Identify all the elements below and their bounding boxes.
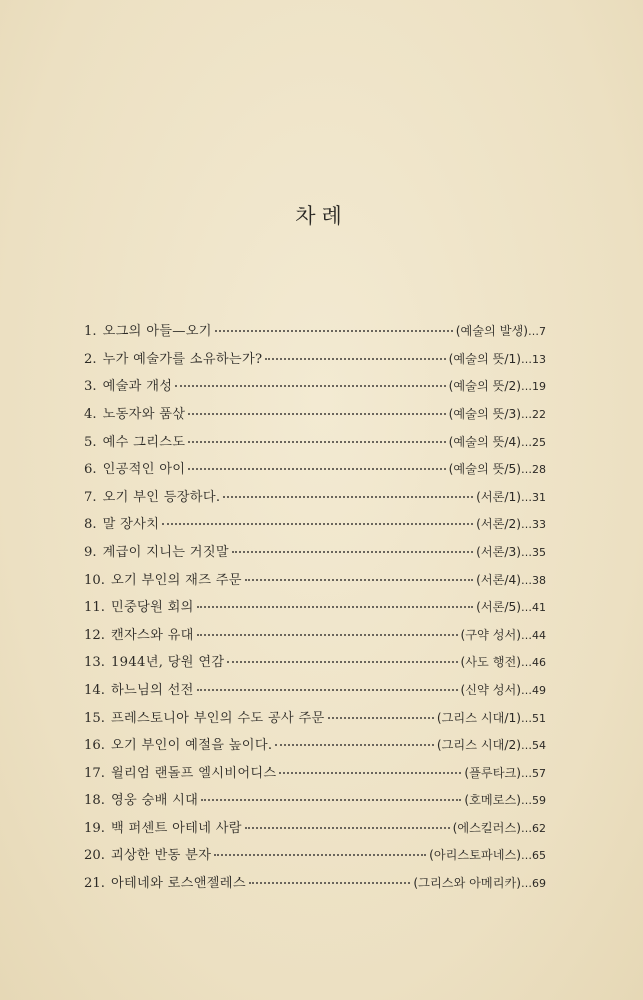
toc-entry-number: 2. <box>84 351 97 367</box>
toc-entry-page: … 7 <box>528 325 546 338</box>
toc-entry-page: … 65 <box>521 849 546 862</box>
toc-entry <box>84 596 546 624</box>
toc-entry-number: 11. <box>84 600 105 616</box>
toc-entry-title: 프레스토니아 부인의 수도 공사 주문 <box>110 710 325 726</box>
toc-entry-number: 4. <box>84 406 97 422</box>
toc-entry <box>84 872 546 900</box>
toc-entry <box>84 513 546 541</box>
toc-entry-page: … 28 <box>521 463 546 476</box>
toc-entry-page: … 38 <box>521 574 546 587</box>
toc-entry-number: 5. <box>84 434 97 450</box>
toc-entry-title: 예수 그리스도 <box>102 434 186 450</box>
dot-leader <box>232 538 473 553</box>
toc-entry <box>84 651 546 679</box>
toc-entry-title: 영웅 숭배 시대 <box>110 793 199 809</box>
toc-entry <box>84 348 546 376</box>
table-of-contents <box>84 320 546 899</box>
toc-entry-title: 오기 부인 등장하다. <box>102 489 221 505</box>
toc-entry-source: (호메로스) <box>464 793 521 808</box>
dot-leader <box>245 814 450 829</box>
page-title: 차례 <box>295 204 348 228</box>
toc-entry-number: 20. <box>84 848 105 864</box>
toc-entry <box>84 762 546 790</box>
toc-entry <box>84 375 546 403</box>
toc-entry-number: 15. <box>84 710 105 726</box>
dot-leader <box>188 427 445 442</box>
toc-entry-source: (예술의 뜻/3) <box>448 406 521 421</box>
dot-leader <box>197 621 458 636</box>
toc-entry-page: … 69 <box>521 877 546 890</box>
toc-entry <box>84 679 546 707</box>
toc-entry-page: … 22 <box>521 408 546 421</box>
dot-leader <box>197 593 473 608</box>
dot-leader <box>275 731 434 746</box>
toc-entry-page: … 51 <box>521 712 546 725</box>
toc-entry-page: … 46 <box>521 656 546 669</box>
toc-entry-source: (아리스토파네스) <box>429 848 521 863</box>
toc-entry-page: … 62 <box>521 822 546 835</box>
toc-entry-number: 18. <box>84 793 105 809</box>
toc-entry-title: 계급이 지니는 거짓말 <box>102 544 229 560</box>
toc-entry-number: 17. <box>84 765 105 781</box>
toc-entry <box>84 403 546 431</box>
toc-entry-number: 12. <box>84 627 105 643</box>
dot-leader <box>227 648 457 663</box>
toc-entry <box>84 844 546 872</box>
toc-entry-page: … 57 <box>521 767 546 780</box>
toc-entry-title: 캔자스와 유대 <box>110 627 194 643</box>
dot-leader <box>162 510 473 525</box>
toc-entry-title: 하느님의 선전 <box>110 682 194 698</box>
toc-entry-title: 오기 부인의 재즈 주문 <box>110 572 242 588</box>
toc-entry-number: 21. <box>84 876 105 892</box>
toc-entry-source: (서론/3) <box>476 544 521 559</box>
toc-entry-number: 7. <box>84 489 97 505</box>
toc-entry <box>84 320 546 348</box>
toc-entry-source: (그리스 시대/1) <box>436 710 521 725</box>
toc-entry-source: (그리스 시대/2) <box>436 738 521 753</box>
toc-entry-page: … 44 <box>521 629 546 642</box>
dot-leader <box>175 372 445 387</box>
dot-leader <box>188 455 445 470</box>
toc-entry-page: … 19 <box>521 380 546 393</box>
toc-entry <box>84 458 546 486</box>
toc-entry-number: 9. <box>84 544 97 560</box>
toc-entry-title: 괴상한 반동 분자 <box>110 848 212 864</box>
toc-entry-source: (서론/4) <box>476 572 521 587</box>
toc-entry <box>84 624 546 652</box>
toc-entry-page: … 54 <box>521 739 546 752</box>
toc-entry-page: … 13 <box>521 353 546 366</box>
toc-entry-source: (사도 행전) <box>460 655 521 670</box>
toc-entry-page: … 41 <box>521 601 546 614</box>
toc-entry-title: 1944년, 당원 연감 <box>110 655 225 671</box>
toc-entry-source: (신약 성서) <box>460 682 521 697</box>
toc-entry <box>84 486 546 514</box>
toc-entry-number: 19. <box>84 820 105 836</box>
toc-entry-number: 10. <box>84 572 105 588</box>
dot-leader <box>249 869 411 884</box>
toc-entry-source: (구약 성서) <box>460 627 521 642</box>
dot-leader <box>265 345 445 360</box>
toc-entry-number: 16. <box>84 738 105 754</box>
toc-entry-title: 인공적인 아이 <box>102 462 186 478</box>
toc-entry-source: (에스킬러스) <box>452 820 521 835</box>
toc-entry-number: 1. <box>84 324 97 340</box>
toc-entry-title: 백 퍼센트 아테네 사람 <box>110 820 242 836</box>
toc-entry-source: (플루타크) <box>464 765 521 780</box>
toc-entry-page: … 35 <box>521 546 546 559</box>
toc-entry-page: … 59 <box>521 794 546 807</box>
toc-entry-title: 노동자와 품삯 <box>102 406 186 422</box>
toc-entry <box>84 541 546 569</box>
toc-entry-title: 말 장사치 <box>102 517 160 533</box>
dot-leader <box>223 483 473 498</box>
dot-leader <box>215 317 453 332</box>
dot-leader <box>201 786 461 801</box>
toc-entry-number: 13. <box>84 655 105 671</box>
toc-entry-source: (그리스와 아메리카) <box>413 876 521 891</box>
toc-entry-number: 3. <box>84 379 97 395</box>
toc-entry-title: 윌리엄 랜돌프 엘시비어디스 <box>110 765 277 781</box>
dot-leader <box>197 676 458 691</box>
toc-entry-title: 누가 예술가를 소유하는가? <box>102 351 263 367</box>
toc-entry-source: (예술의 뜻/2) <box>448 379 521 394</box>
dot-leader <box>214 841 426 856</box>
toc-entry <box>84 430 546 458</box>
toc-entry-title: 예술과 개성 <box>102 379 173 395</box>
toc-entry-source: (서론/2) <box>476 517 521 532</box>
toc-entry <box>84 568 546 596</box>
toc-entry-title: 아테네와 로스앤젤레스 <box>110 876 246 892</box>
toc-entry <box>84 817 546 845</box>
toc-entry-source: (예술의 뜻/1) <box>448 351 521 366</box>
toc-entry-source: (예술의 뜻/4) <box>448 434 521 449</box>
dot-leader <box>188 400 445 415</box>
toc-entry-source: (예술의 발생) <box>455 324 528 339</box>
toc-entry-source: (서론/5) <box>476 600 521 615</box>
toc-entry-number: 8. <box>84 517 97 533</box>
toc-entry-title: 민중당원 회의 <box>110 600 194 616</box>
toc-entry-page: … 49 <box>521 684 546 697</box>
toc-entry-title: 오기 부인이 예절을 높이다. <box>110 738 273 754</box>
dot-leader <box>279 759 461 774</box>
toc-entry-source: (서론/1) <box>476 489 521 504</box>
toc-entry-number: 14. <box>84 682 105 698</box>
toc-entry <box>84 789 546 817</box>
toc-entry-number: 6. <box>84 462 97 478</box>
dot-leader <box>245 565 473 580</box>
toc-entry-page: … 31 <box>521 491 546 504</box>
toc-entry-source: (예술의 뜻/5) <box>448 462 521 477</box>
toc-entry <box>84 734 546 762</box>
toc-entry-title: 오그의 아들—오기 <box>102 324 212 340</box>
toc-entry <box>84 706 546 734</box>
toc-entry-page: … 33 <box>521 518 546 531</box>
toc-entry-page: … 25 <box>521 436 546 449</box>
dot-leader <box>328 703 434 718</box>
